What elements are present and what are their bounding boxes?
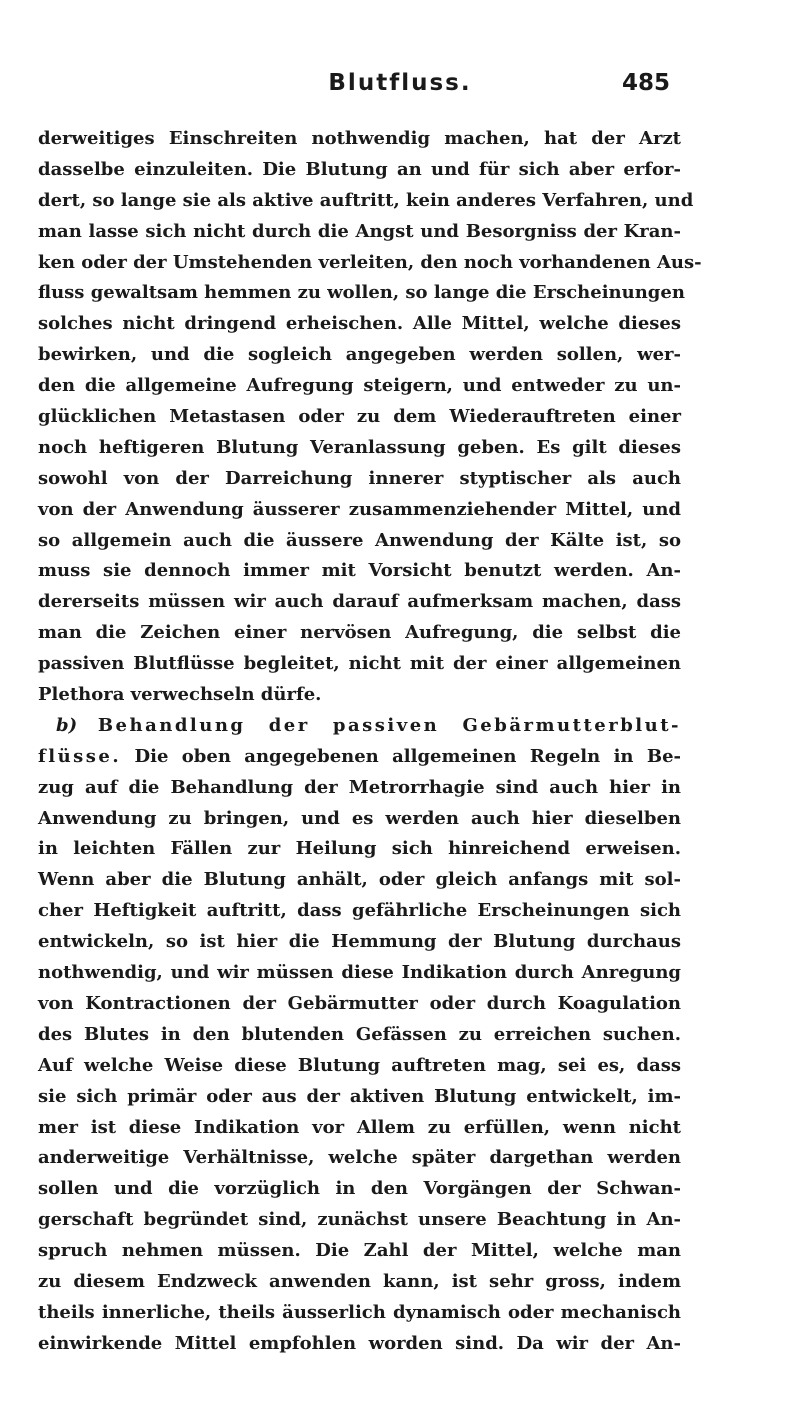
text-line: spruch nehmen müssen. Die Zahl der Mittel, welche man	[38, 1240, 681, 1262]
text-line: dererseits müssen wir auch darauf aufmerksam machen, dass	[38, 591, 681, 613]
text-line: so allgemein auch die äussere Anwendung der Kälte ist, so	[38, 529, 681, 551]
text-line: cher Heftigkeit auftritt, dass gefährliche Erscheinungen sich	[38, 900, 681, 922]
running-title: Blutfluss.	[328, 70, 472, 96]
text-line: sollen und die vorzüglich in den Vorgängen der Schwan-	[38, 1178, 681, 1200]
text-line: bewirken, und die sogleich angegeben werden sollen, wer-	[38, 344, 681, 366]
text-line: fluss gewaltsam hemmen zu wollen, so lange die Erscheinungen	[38, 282, 685, 304]
section-heading: Behandlung der passiven Gebärmutterblut-	[97, 714, 681, 736]
text-line: gerschaft begründet sind, zunächst unsere Beachtung in An-	[38, 1209, 681, 1231]
text-line: einwirkende Mittel empfohlen worden sind. Da wir der An-	[38, 1332, 681, 1354]
text-line: sowohl von der Darreichung innerer styptischer als auch	[38, 467, 681, 489]
text-line: ken oder der Umstehenden verleiten, den noch vorhandenen Aus-	[38, 251, 702, 273]
section-text: Die oben angegebenen allgemeinen Regeln in Be-	[134, 745, 681, 767]
section-letter: b)	[56, 714, 78, 736]
text-line: zug auf die Behandlung der Metrorrhagie sind auch hier in	[38, 776, 681, 798]
text-line: zu diesem Endzweck anwenden kann, ist sehr gross, indem	[38, 1270, 681, 1292]
text-line: von Kontractionen der Gebärmutter oder durch Koagulation	[38, 992, 681, 1014]
text-line: des Blutes in den blutenden Gefässen zu erreichen suchen.	[38, 1023, 681, 1045]
text-line: sie sich primär oder aus der aktiven Blutung entwickelt, im-	[38, 1085, 681, 1107]
text-line: anderweitige Verhältnisse, welche später dargethan werden	[38, 1147, 681, 1169]
text-line: den die allgemeine Aufregung steigern, und entweder zu un-	[38, 375, 681, 397]
text-line: noch heftigeren Blutung Veranlassung geben. Es gilt dieses	[38, 436, 681, 458]
text-line: man lasse sich nicht durch die Angst und Besorgniss der Kran-	[38, 220, 681, 242]
text-line: dert, so lange sie als aktive auftritt, kein anderes Verfahren, und	[38, 189, 694, 211]
text-line: nothwendig, und wir müssen diese Indikation durch Anregung	[38, 962, 681, 984]
text-line: passiven Blutflüsse begleitet, nicht mit der einer allgemeinen	[38, 653, 681, 675]
text-line: glücklichen Metastasen oder zu dem Wiederauftreten einer	[38, 406, 681, 428]
text-line: entwickeln, so ist hier die Hemmung der Blutung durchaus	[38, 931, 681, 953]
text-line: Auf welche Weise diese Blutung auftreten mag, sei es, dass	[38, 1054, 681, 1076]
body-text	[38, 124, 702, 1360]
text-line: theils innerliche, theils äusserlich dynamisch oder mechanisch	[38, 1301, 681, 1323]
section-heading-end: flüsse.	[38, 745, 122, 767]
text-line: in leichten Fällen zur Heilung sich hinreichend erweisen.	[38, 838, 681, 860]
text-line: derweitiges Einschreiten nothwendig machen, hat der Arzt	[38, 128, 681, 149]
text-line: muss sie dennoch immer mit Vorsicht benutzt werden. An-	[38, 560, 681, 582]
text-line: man die Zeichen einer nervösen Aufregung, die selbst die	[38, 622, 681, 644]
text-line: Anwendung zu bringen, und es werden auch hier dieselben	[38, 807, 681, 829]
text-line: dasselbe einzuleiten. Die Blutung an und für sich aber erfor-	[38, 158, 681, 180]
text-line: Plethora verwechseln dürfe.	[38, 684, 322, 706]
section-heading-line-2	[38, 742, 681, 773]
section-heading-line	[38, 711, 681, 742]
text-line: solches nicht dringend erheischen. Alle Mittel, welche dieses	[38, 313, 681, 335]
text-line: mer ist diese Indikation vor Allem zu erfüllen, wenn nicht	[38, 1116, 681, 1138]
text-line: von der Anwendung äusserer zusammenziehender Mittel, und	[38, 498, 681, 520]
text-line: Wenn aber die Blutung anhält, oder gleich anfangs mit sol-	[38, 869, 681, 891]
page-number: 485	[622, 70, 671, 96]
